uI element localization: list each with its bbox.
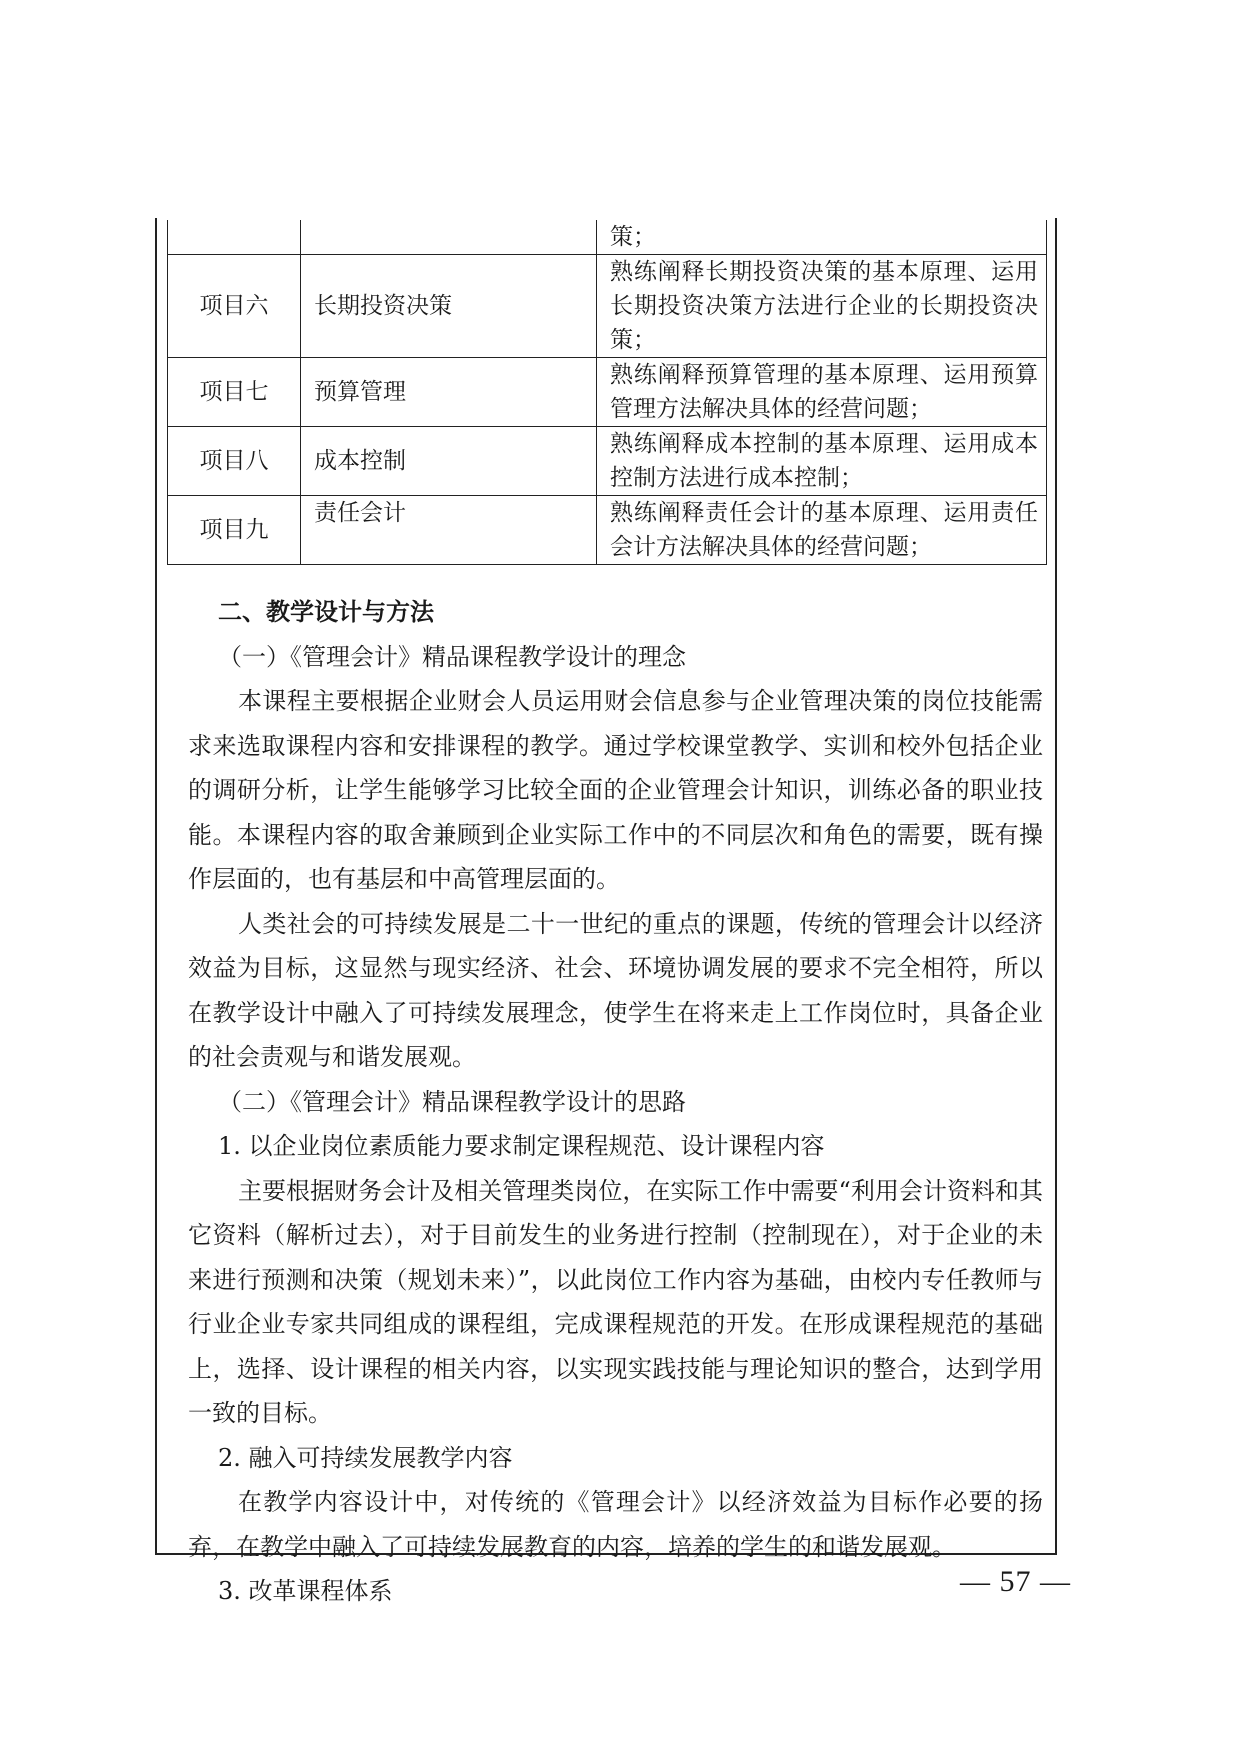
- project-desc-cell: 熟练阐释长期投资决策的基本原理、运用长期投资决策方法进行企业的长期投资决策；: [597, 255, 1047, 358]
- project-no-cell: [168, 220, 301, 255]
- project-no-cell: 项目九: [168, 496, 301, 565]
- subheading-concept: （一）《管理会计》精品课程教学设计的理念: [218, 642, 686, 671]
- paragraph: 主要根据财务会计及相关管理类岗位，在实际工作中需要“利用会计资料和其它资料（解析过去），对于目前发生的业务进行控制（控制现在），对于企业的未来进行预测和决策（规划未来）”，以此岗位工作内容为基础，由校内专任教师与行业企业专家共同组成的课程组，完成课程规范的开发。在形成课程规范的基础上，选择、设计课程的相关内容，以实现实践技能与理论知识的整合，达到学用一致的目标。: [188, 1176, 1043, 1427]
- project-no-cell: 项目八: [168, 427, 301, 496]
- numbered-item: 1. 以企业岗位素质能力要求制定课程规范、设计课程内容: [218, 1132, 825, 1160]
- numbered-item: 3. 改革课程体系: [218, 1577, 393, 1605]
- table-row: [168, 255, 1047, 358]
- project-name-cell: 长期投资决策: [301, 255, 597, 358]
- project-no-cell: 项目六: [168, 255, 301, 358]
- paragraph: 本课程主要根据企业财会人员运用财会信息参与企业管理决策的岗位技能需求来选取课程内容和安排课程的教学。通过学校课堂教学、实训和校外包括企业的调研分析，让学生能够学习比较全面的企业管理会计知识，训练必备的职业技能。本课程内容的取舍兼顾到企业实际工作中的不同层次和角色的需要，既有操作层面的，也有基层和中高管理层面的。: [188, 687, 1043, 893]
- page-number: — 57 —: [960, 1565, 1071, 1598]
- table-row: [168, 496, 1047, 565]
- project-desc-cell: 策；: [597, 220, 1047, 255]
- table-row: [168, 427, 1047, 496]
- paragraph: 人类社会的可持续发展是二十一世纪的重点的课题，传统的管理会计以经济效益为目标，这显然与现实经济、社会、环境协调发展的要求不完全相符，所以在教学设计中融入了可持续发展理念，使学生在将来走上工作岗位时，具备企业的社会责观与和谐发展观。: [188, 909, 1043, 1071]
- table-row: [168, 220, 1047, 255]
- project-desc-cell: 熟练阐释责任会计的基本原理、运用责任会计方法解决具体的经营问题；: [597, 496, 1047, 565]
- project-desc-cell: 熟练阐释成本控制的基本原理、运用成本控制方法进行成本控制；: [597, 427, 1047, 496]
- project-desc-cell: 熟练阐释预算管理的基本原理、运用预算管理方法解决具体的经营问题；: [597, 358, 1047, 427]
- project-no-cell: 项目七: [168, 358, 301, 427]
- project-table: [167, 220, 1047, 565]
- subheading-approach: （二）《管理会计》精品课程教学设计的思路: [218, 1087, 686, 1116]
- project-name-cell: 成本控制: [301, 427, 597, 496]
- numbered-item: 2. 融入可持续发展教学内容: [218, 1443, 513, 1472]
- table-row: [168, 358, 1047, 427]
- project-name-cell: 预算管理: [301, 358, 597, 427]
- section-body: [188, 590, 1043, 1614]
- paragraph: 在教学内容设计中，对传统的《管理会计》以经济效益为目标作必要的扬弃，在教学中融入了可持续发展教育的内容，培养的学生的和谐发展观。: [188, 1488, 1043, 1561]
- section-heading: 二、教学设计与方法: [218, 598, 434, 626]
- project-name-cell: 责任会计: [301, 496, 597, 565]
- project-name-cell: [301, 220, 597, 255]
